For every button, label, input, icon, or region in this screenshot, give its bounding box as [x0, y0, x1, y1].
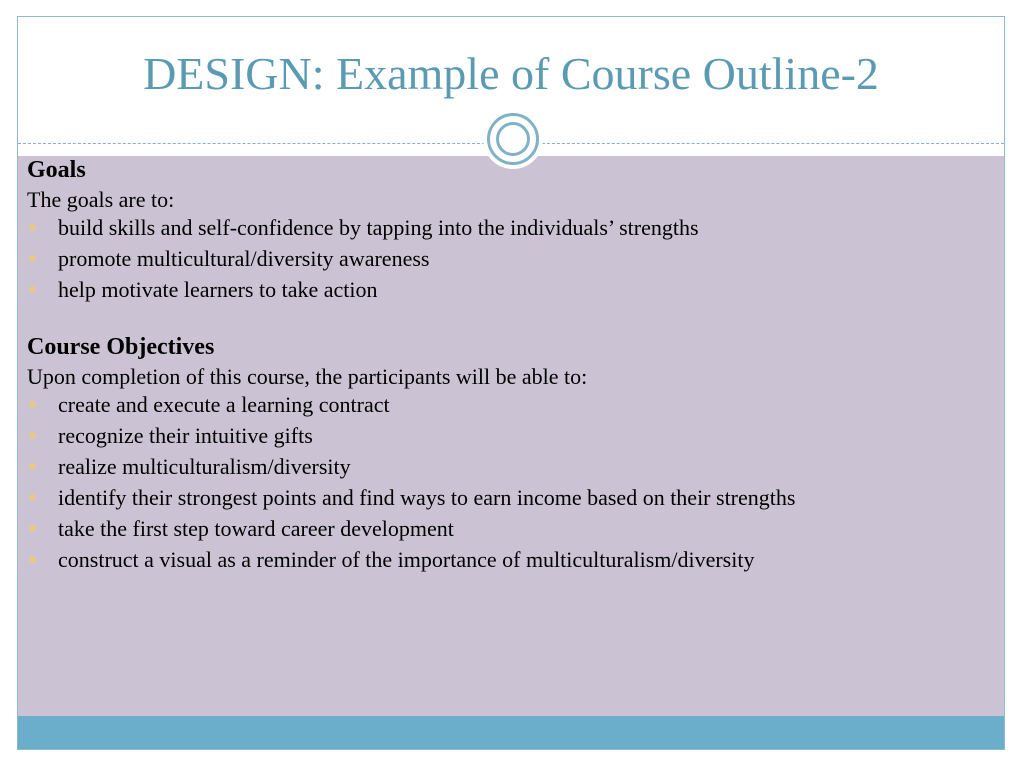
goal-item	[27, 246, 927, 271]
ornament-inner-ring	[496, 122, 530, 156]
objective-item	[27, 547, 927, 572]
objective-item	[27, 454, 927, 479]
round-bullet-icon	[29, 286, 36, 293]
round-bullet-icon	[29, 432, 36, 439]
section-spacer	[27, 308, 927, 332]
objective-item-text: take the first step toward career development	[58, 516, 454, 541]
round-bullet-icon	[29, 556, 36, 563]
objectives-intro: Upon completion of this course, the participants will be able to:	[27, 364, 588, 389]
goals-heading: Goals	[27, 157, 86, 183]
round-bullet-icon	[29, 494, 36, 501]
round-bullet-icon	[29, 525, 36, 532]
objective-item-text: identify their strongest points and find ways to earn income based on their strengths	[58, 485, 796, 510]
objective-item	[27, 516, 927, 541]
slide-body	[27, 155, 927, 578]
objectives-list	[27, 392, 927, 572]
round-bullet-icon	[29, 255, 36, 262]
goal-item	[27, 215, 927, 240]
round-bullet-icon	[29, 224, 36, 231]
goals-list	[27, 215, 927, 302]
goal-item-text: promote multicultural/diversity awareness	[58, 246, 430, 271]
objective-item	[27, 485, 927, 510]
goals-intro: The goals are to:	[27, 187, 175, 212]
objective-item-text: recognize their intuitive gifts	[58, 423, 313, 448]
objective-item	[27, 423, 927, 448]
round-bullet-icon	[29, 463, 36, 470]
objective-item-text: create and execute a learning contract	[58, 392, 390, 417]
footer-bar	[18, 716, 1004, 749]
goal-item-text: build skills and self-confidence by tapping into the individuals’ strengths	[58, 215, 699, 240]
objectives-heading: Course Objectives	[27, 334, 215, 360]
objective-item	[27, 392, 927, 417]
round-bullet-icon	[29, 401, 36, 408]
slide-title: DESIGN: Example of Course Outline-2	[143, 48, 879, 99]
objective-item-text: construct a visual as a reminder of the importance of multiculturalism/diversity	[58, 547, 755, 572]
objective-item-text: realize multiculturalism/diversity	[58, 454, 351, 479]
goal-item-text: help motivate learners to take action	[58, 277, 378, 302]
goal-item	[27, 277, 927, 302]
